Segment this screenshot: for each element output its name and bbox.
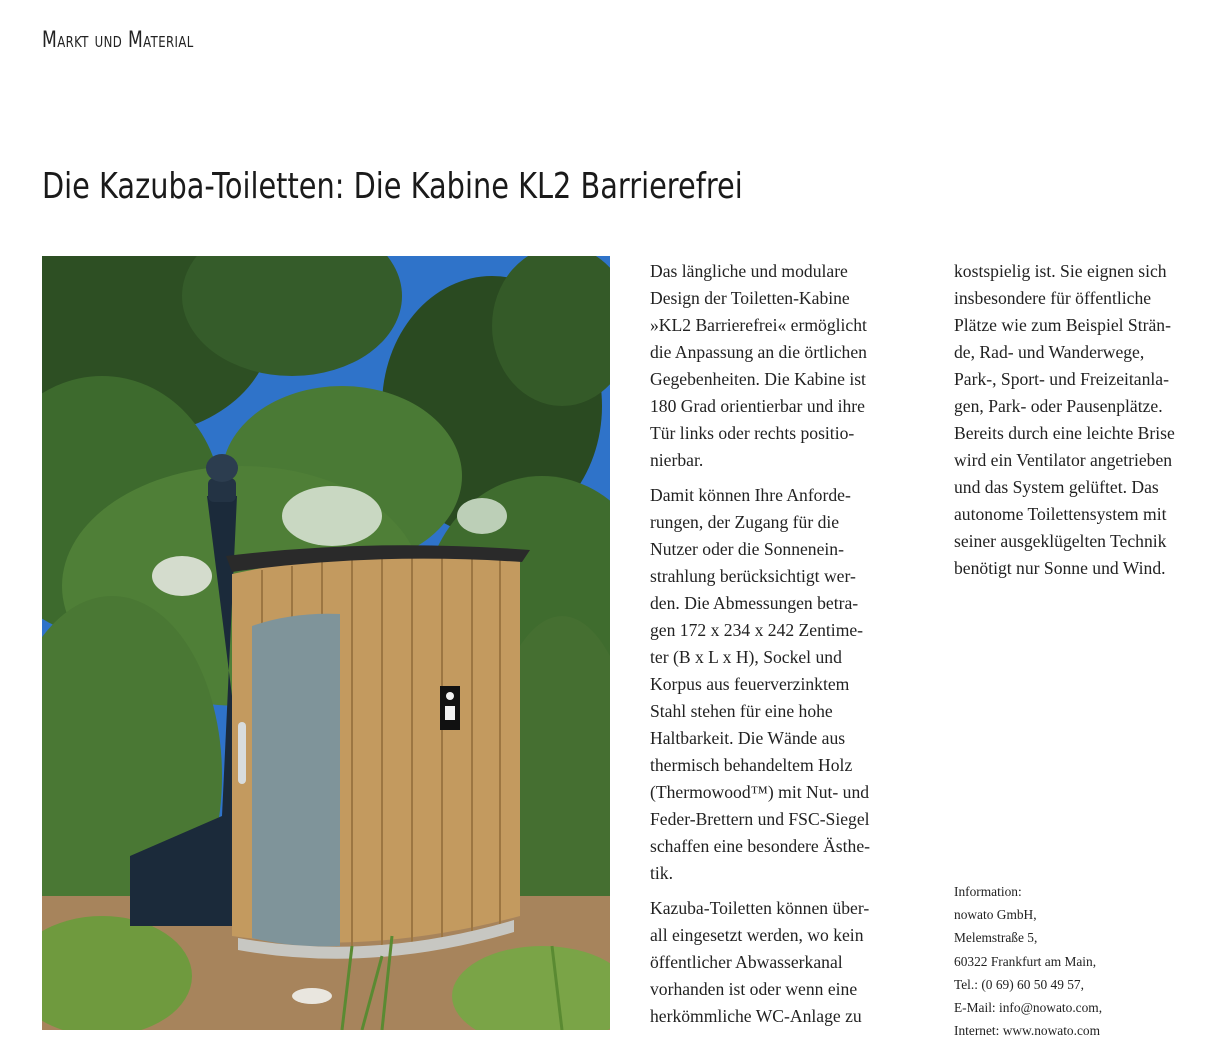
text-line: »KL2 Barrierefrei« ermöglicht: [650, 315, 867, 335]
info-company: nowato GmbH,: [954, 907, 1037, 923]
text-line: autonome Toilettensystem mit: [954, 504, 1167, 524]
text-line: benötigt nur Sonne und Wind.: [954, 558, 1166, 578]
contact-info: [954, 880, 1102, 1042]
text-line: nierbar.: [650, 450, 704, 470]
text-line: öffentlicher Abwasserkanal: [650, 952, 843, 972]
text-line: wird ein Ventilator angetrieben: [954, 450, 1173, 470]
text-line: ter (B x L x H), Sockel und: [650, 647, 842, 667]
article-photo: [42, 256, 610, 1030]
text-line: Kazuba-Toiletten können über-: [650, 898, 870, 918]
info-web: Internet: www.nowato.com: [954, 1023, 1101, 1039]
info-city: 60322 Frankfurt am Main,: [954, 953, 1097, 969]
text-line: Stahl stehen für eine hohe: [650, 701, 833, 721]
text-line: Nutzer oder die Sonnenein-: [650, 539, 844, 559]
text-line: seiner ausgeklügelten Technik: [954, 531, 1167, 551]
text-line: Haltbarkeit. Die Wände aus: [650, 728, 846, 748]
text-line: tik.: [650, 863, 673, 883]
text-line: Tür links oder rechts positio-: [650, 423, 855, 443]
info-heading: Information:: [954, 884, 1022, 899]
info-street: Melemstraße 5,: [954, 930, 1038, 946]
text-line: vorhanden ist oder wenn eine: [650, 979, 858, 999]
text-line: thermisch behandeltem Holz: [650, 755, 853, 775]
text-line: die Anpassung an die örtlichen: [650, 342, 867, 362]
info-email: E-Mail: info@nowato.com,: [954, 1000, 1103, 1016]
text-column-2: [954, 258, 1224, 582]
info-phone: Tel.: (0 69) 60 50 49 57,: [954, 976, 1084, 992]
text-line: Das längliche und modulare: [650, 261, 848, 281]
text-line: de, Rad- und Wanderwege,: [954, 342, 1145, 362]
text-line: Feder-Brettern und FSC-Siegel: [650, 809, 870, 829]
text-line: rungen, der Zugang für die: [650, 512, 840, 532]
text-line: den. Die Abmessungen betra-: [650, 593, 859, 613]
text-line: Korpus aus feuerverzinktem: [650, 674, 850, 694]
text-line: und das System gelüftet. Das: [954, 477, 1159, 497]
text-line: schaffen eine besondere Ästhe-: [650, 836, 870, 856]
text-line: Park-, Sport- und Freizeitanla-: [954, 369, 1169, 389]
text-line: Design der Toiletten-Kabine: [650, 288, 850, 308]
text-line: all eingesetzt werden, wo kein: [650, 925, 864, 945]
text-line: kostspielig ist. Sie eignen sich: [954, 261, 1167, 281]
text-line: insbesondere für öffentliche: [954, 288, 1152, 308]
text-column-1: [650, 258, 920, 1030]
text-line: gen 172 x 234 x 242 Zentime-: [650, 620, 864, 640]
text-line: herkömmliche WC-Anlage zu: [650, 1006, 862, 1026]
text-line: Gegebenheiten. Die Kabine ist: [650, 369, 866, 389]
text-line: Plätze wie zum Beispiel Strän-: [954, 315, 1171, 335]
text-line: Damit können Ihre Anforde-: [650, 485, 851, 505]
section-label: Markt und Material: [42, 28, 194, 53]
text-line: gen, Park- oder Pausenplätze.: [954, 396, 1163, 416]
text-line: Bereits durch eine leichte Brise: [954, 423, 1175, 443]
text-line: 180 Grad orientierbar und ihre: [650, 396, 865, 416]
article-headline: Die Kazuba-Toiletten: Die Kabine KL2 Barrierefrei: [42, 166, 743, 207]
text-line: strahlung berücksichtigt wer-: [650, 566, 856, 586]
text-line: (Thermowood™) mit Nut- und: [650, 782, 870, 802]
